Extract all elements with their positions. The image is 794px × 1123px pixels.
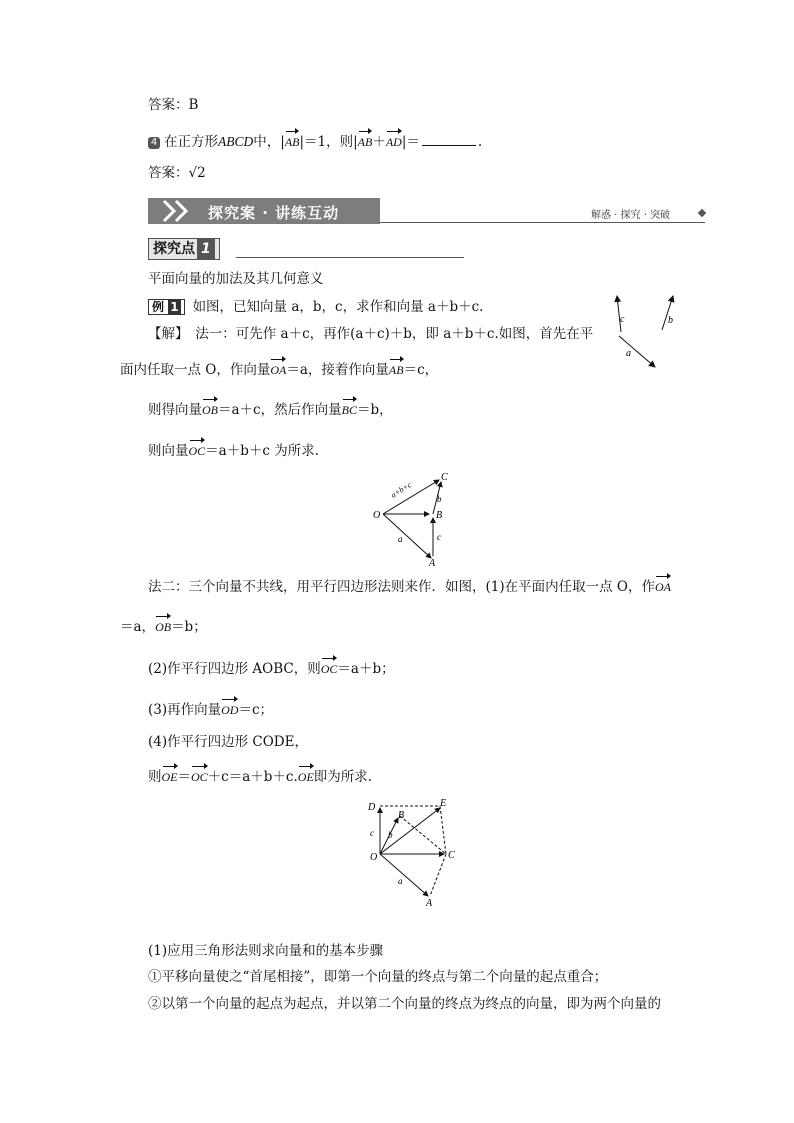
method2-line-6: 则OE＝OC＋c＝a＋b＋c.OE即为所求. [148,769,373,785]
example-text: 如图，已知向量 a，b，c，求作和向量 a＋b＋c. [192,299,484,315]
vector-a-line [619,336,655,367]
fig1-label-b: b [437,494,442,504]
label-c: c [620,314,625,325]
fig2-label-e-point: E [440,798,447,809]
q4-text-d: |＝ [401,134,420,150]
vector-ob: OB [202,403,218,417]
vector-bc: BC [341,403,357,417]
method2-line-4: (3)再作向量OD＝c； [148,702,274,718]
vector-oa: OA [654,580,671,594]
section-tag-divider [236,257,464,258]
solution-line-3: 则得向量OB＝a＋c，然后作向量BC＝b， [148,402,393,418]
fig1-label-a-point: A [429,558,436,568]
vector-ad: AD [385,135,402,149]
section-banner [148,198,380,224]
question-4 [148,133,482,151]
vector-od: OD [221,703,239,717]
fig2-label-c-point: C [448,850,455,861]
vector-ab-2: AB [357,135,373,149]
solution-line-1: 【解】 法一：可先作 a＋c，再作(a＋c)＋b，即 a＋b＋c.如图，首先在平 [148,326,594,342]
vector-oa: OA [270,363,287,377]
fig1-label-o: O [373,510,381,521]
triangle-method-figure [365,468,465,568]
vector-oc: OC [320,662,338,676]
section-tag-label: 探究点 [153,241,195,257]
vector-oc: OC [191,770,208,784]
answer-4-value: √2 [188,165,206,181]
vector-ob: OB [155,620,172,634]
section-tag-number: 1 [197,239,215,259]
method2-line-2: ＝a，OB＝b； [120,619,207,635]
question-number-badge: 4 [148,137,160,149]
parallelogram-method-figure [360,796,470,910]
q4-plus: ＋ [372,134,386,150]
banner-title: 探究案 · 讲练互动 [208,204,340,222]
vector-ab: AB [284,135,300,149]
fig1-label-c-point: C [441,472,448,483]
answer-blank [422,133,476,146]
section-tag [148,238,220,260]
q4-shape: ABCD [218,134,254,149]
method2-line-5: (4)作平行四边形 CODE， [148,734,308,750]
banner-divider [380,222,705,223]
q4-text-b: 中，| [253,134,285,150]
example-1 [148,298,483,316]
note-2: ①平移向量使之“首尾相接”，即第一个向量的终点与第二个向量的起点重合； [148,969,608,985]
fig2-dashed-bc [400,816,446,854]
fig1-label-sum: a+b+c [389,480,414,500]
vector-ab: AB [388,363,404,377]
solution-line-2: 面内任取一点 O，作向量OA＝a，接着作向量AB＝c， [120,362,439,378]
q4-text-a: 在正方形 [164,134,218,150]
fig2-label-c: c [370,828,374,838]
label-b: b [668,315,673,326]
vector-oc: OC [188,444,206,458]
section-title: 平面向量的加法及其几何意义 [148,271,324,287]
vector-oe: OE [161,770,178,784]
q4-end: . [477,134,483,150]
vectors-abc-figure [605,290,685,375]
fig2-vector-oa [380,854,428,896]
fig1-label-a: a [398,534,403,544]
fig2-dashed-ca [430,854,446,896]
method2-line-3: (2)作平行四边形 AOBC，则OC＝a＋b； [148,661,395,677]
fig2-label-a-point: A [426,898,433,909]
vector-oe-2: OE [297,770,314,784]
method2-line-1: 法二：三个向量不共线，用平行四边形法则来作．如图，(1)在平面内任取一点 O，作OA [148,579,671,595]
fig2-label-o: O [370,852,378,863]
fig2-dashed-ec [440,806,446,854]
note-1: (1)应用三角形法则求向量和的基本步骤 [148,943,384,959]
label-a: a [626,348,631,359]
fig2-label-b: b [388,830,393,840]
diamond-icon [698,209,706,217]
example-label: 例 1 [148,299,185,315]
fig1-label-b-point: B [436,510,443,521]
q4-text-c: |＝1，则| [299,134,358,150]
fig1-label-c: c [437,532,441,542]
answer-4 [148,164,206,182]
fig2-label-b-point: B [398,810,405,821]
fig2-label-a: a [398,876,403,886]
answer-4-label: 答案： [148,165,189,181]
fig1-vector-oa [383,514,431,558]
note-3: ②以第一个向量的起点为起点，并以第二个向量的终点为终点的向量，即为两个向量的 [148,996,661,1012]
solution-line-4: 则向量OC＝a＋b＋c 为所求. [148,443,320,459]
banner-subtitle: 解惑 · 探究 · 突破 [591,210,671,221]
fig2-label-d-point: D [368,802,376,813]
answer-3: 答案：B [148,97,199,113]
